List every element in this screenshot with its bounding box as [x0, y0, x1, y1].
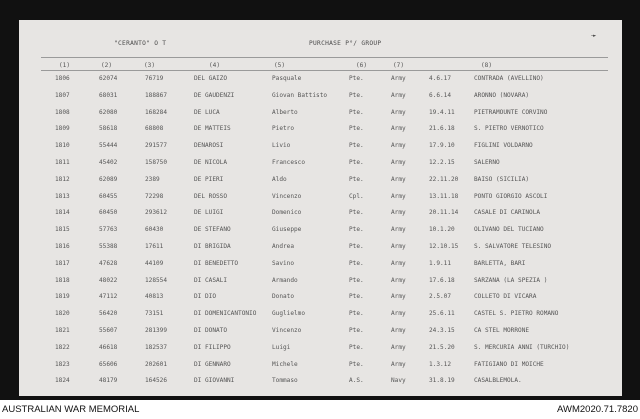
record-first-name: Domenico	[272, 209, 302, 217]
table-row	[19, 72, 622, 86]
record-rank: Pte.	[349, 91, 364, 99]
record-surname: DI GENNARO	[194, 360, 231, 368]
record-surname: DE PIERI	[194, 175, 224, 183]
record-index: 1823	[55, 360, 70, 368]
header-rule-top	[41, 57, 608, 58]
record-reference: 72298	[145, 192, 164, 200]
table-row	[19, 240, 622, 254]
record-number: 68031	[99, 91, 118, 99]
header-camp-label: "CERANTO" O T	[114, 40, 167, 47]
record-date: 31.8.19	[429, 377, 455, 385]
record-surname: DI DIO	[194, 293, 217, 301]
record-first-name: Pietro	[272, 125, 295, 133]
record-rank: Pte.	[349, 327, 364, 334]
record-date: 17.9.10	[429, 142, 455, 150]
record-number: 47628	[99, 259, 118, 267]
record-service: Army	[391, 159, 406, 166]
record-reference: 168284	[145, 108, 168, 116]
record-place: S. PIETRO VERNOTICO	[474, 125, 544, 133]
record-number: 57763	[99, 226, 118, 234]
record-rank: Pte.	[349, 175, 364, 183]
record-surname: DEL GAIZO	[194, 75, 228, 82]
record-rank: Pte.	[349, 108, 364, 116]
record-rank: Pte.	[349, 360, 364, 368]
record-number: 55607	[99, 327, 118, 334]
record-service: Army	[391, 327, 406, 334]
record-number: 56420	[99, 310, 118, 318]
record-service: Army	[391, 175, 406, 183]
record-place: CA STEL MORRONE	[474, 327, 530, 334]
record-service: Army	[391, 142, 406, 150]
record-service: Army	[391, 209, 406, 217]
record-rank: Pte.	[349, 343, 364, 351]
record-first-name: Alberto	[272, 108, 298, 116]
record-place: PIETRAMOUNTE CORVINO	[474, 108, 548, 116]
record-date: 24.3.15	[429, 327, 455, 334]
record-rank: A.S.	[349, 377, 364, 385]
record-number: 62074	[99, 75, 118, 82]
record-date: 19.4.11	[429, 108, 455, 116]
record-service: Army	[391, 108, 406, 116]
record-place: SALERNO	[474, 159, 500, 166]
record-number: 48022	[99, 276, 118, 284]
record-rank: Pte.	[349, 259, 364, 267]
record-rank: Pte.	[349, 226, 364, 234]
record-surname: DI FILIPPO	[194, 343, 231, 351]
record-date: 1.9.11	[429, 259, 452, 267]
record-date: 2.5.07	[429, 293, 452, 301]
record-number: 62089	[99, 175, 118, 183]
record-place: SARZANA (LA SPEZIA )	[474, 276, 548, 284]
table-row	[19, 341, 622, 355]
record-first-name: Livio	[272, 142, 291, 150]
header-group-label: PURCHASE P°/ GROUP	[309, 40, 382, 47]
record-reference: 281399	[145, 327, 168, 334]
record-surname: DE GAUDENZI	[194, 91, 235, 99]
arrow-mark-icon: ➛	[591, 32, 597, 42]
record-first-name: Giovan Battisto	[272, 91, 328, 99]
record-service: Army	[391, 226, 406, 234]
record-index: 1811	[55, 159, 70, 166]
record-place: OLIVANO DEL TUCIANO	[474, 226, 544, 234]
record-number: 55444	[99, 142, 118, 150]
record-number: 46618	[99, 343, 118, 351]
record-reference: 293612	[145, 209, 168, 217]
record-rank: Pte.	[349, 310, 364, 318]
record-index: 1810	[55, 142, 70, 150]
header-rule-bottom	[41, 70, 608, 71]
record-index: 1815	[55, 226, 70, 234]
column-header-6: (6)	[356, 62, 368, 69]
record-reference: 44109	[145, 259, 164, 267]
record-service: Army	[391, 259, 406, 267]
record-date: 12.2.15	[429, 159, 455, 166]
record-reference: 164526	[145, 377, 168, 385]
record-date: 12.10.15	[429, 243, 459, 250]
record-index: 1822	[55, 343, 70, 351]
record-place: CASALE DI CARINOLA	[474, 209, 541, 217]
record-date: 17.6.18	[429, 276, 455, 284]
record-first-name: Giuseppe	[272, 226, 302, 234]
record-rank: Pte.	[349, 209, 364, 217]
table-row	[19, 89, 622, 103]
record-reference: 158750	[145, 159, 168, 166]
record-index: 1806	[55, 75, 70, 82]
table-row	[19, 190, 622, 204]
record-number: 55388	[99, 243, 118, 250]
record-place: COLLETO DI VICARA	[474, 293, 537, 301]
record-service: Navy	[391, 377, 406, 385]
record-surname: DI BRIGIDA	[194, 243, 231, 250]
table-row	[19, 106, 622, 120]
record-first-name: Pasquale	[272, 75, 302, 82]
record-surname: DI GIOVANNI	[194, 377, 235, 385]
record-date: 22.11.20	[429, 175, 459, 183]
record-reference: 76719	[145, 75, 164, 82]
record-index: 1809	[55, 125, 70, 133]
record-surname: DE NICOLA	[194, 159, 228, 166]
record-surname: DI CASALI	[194, 276, 228, 284]
record-rank: Pte.	[349, 293, 364, 301]
record-first-name: Tommaso	[272, 377, 298, 385]
record-surname: DE MATTEIS	[194, 125, 231, 133]
record-reference: 182537	[145, 343, 168, 351]
record-service: Army	[391, 276, 406, 284]
table-row	[19, 274, 622, 288]
record-number: 60450	[99, 209, 118, 217]
record-place: BARLETTA, BARI	[474, 259, 526, 267]
record-number: 62080	[99, 108, 118, 116]
record-place: ARONNO (NOVARA)	[474, 91, 530, 99]
record-index: 1817	[55, 259, 70, 267]
table-row	[19, 173, 622, 187]
record-rank: Pte.	[349, 276, 364, 284]
record-number: 58618	[99, 125, 118, 133]
record-rank: Pte.	[349, 243, 364, 250]
table-row	[19, 223, 622, 237]
record-service: Army	[391, 192, 406, 200]
record-reference: 68808	[145, 125, 164, 133]
record-index: 1819	[55, 293, 70, 301]
record-index: 1814	[55, 209, 70, 217]
record-surname: DE LUCA	[194, 108, 220, 116]
record-surname: DENAROSI	[194, 142, 224, 150]
record-date: 21.6.18	[429, 125, 455, 133]
record-first-name: Guglielmo	[272, 310, 306, 318]
column-header-5: (5)	[274, 62, 286, 69]
record-rank: Pte.	[349, 125, 364, 133]
column-header-7: (7)	[393, 62, 405, 69]
record-surname: DEL ROSSO	[194, 192, 228, 200]
record-reference: 40813	[145, 293, 164, 301]
record-rank: Pte.	[349, 142, 364, 150]
record-place: S. SALVATORE TELESINO	[474, 243, 552, 250]
record-date: 25.6.11	[429, 310, 455, 318]
document-sheet	[19, 20, 622, 396]
column-header-8: (8)	[481, 62, 493, 69]
record-first-name: Aldo	[272, 175, 287, 183]
record-number: 45402	[99, 159, 118, 166]
record-first-name: Vincenzo	[272, 192, 302, 200]
record-date: 6.6.14	[429, 91, 452, 99]
record-index: 1824	[55, 377, 70, 385]
record-index: 1818	[55, 276, 70, 284]
record-date: 4.6.17	[429, 75, 452, 82]
record-date: 20.11.14	[429, 209, 459, 217]
record-place: CONTRADA (AVELLINO)	[474, 75, 544, 82]
record-first-name: Francesco	[272, 159, 306, 166]
record-first-name: Michele	[272, 360, 298, 368]
record-date: 10.1.20	[429, 226, 455, 234]
record-reference: 17611	[145, 243, 164, 250]
record-index: 1821	[55, 327, 70, 334]
record-place: CASTEL S. PIETRO ROMANO	[474, 310, 559, 318]
table-row	[19, 257, 622, 271]
record-service: Army	[391, 293, 406, 301]
record-date: 21.5.20	[429, 343, 455, 351]
record-index: 1807	[55, 91, 70, 99]
record-service: Army	[391, 75, 406, 82]
record-date: 13.11.18	[429, 192, 459, 200]
record-index: 1813	[55, 192, 70, 200]
record-first-name: Vincenzo	[272, 327, 302, 334]
record-index: 1812	[55, 175, 70, 183]
record-surname: DI DONATO	[194, 327, 228, 334]
record-service: Army	[391, 125, 406, 133]
record-place: FATIGIANO DI MOICHE	[474, 360, 544, 368]
record-index: 1820	[55, 310, 70, 318]
record-place: FIGLINI VOLDARNO	[474, 142, 533, 150]
record-number: 60455	[99, 192, 118, 200]
record-reference: 60430	[145, 226, 164, 234]
record-reference: 2389	[145, 175, 160, 183]
record-rank: Pte.	[349, 159, 364, 166]
record-place: CASALBLEMOLA.	[474, 377, 522, 385]
table-row	[19, 206, 622, 220]
record-index: 1816	[55, 243, 70, 250]
column-header-3: (3)	[144, 62, 156, 69]
record-number: 65606	[99, 360, 118, 368]
record-reference: 73151	[145, 310, 164, 318]
column-header-2: (2)	[101, 62, 113, 69]
record-service: Army	[391, 343, 406, 351]
table-row	[19, 324, 622, 338]
record-place: BAISO (SICILIA)	[474, 175, 530, 183]
record-date: 1.3.12	[429, 360, 452, 368]
record-rank: Cpl.	[349, 192, 364, 200]
record-number: 48179	[99, 377, 118, 385]
record-surname: DE STEFANO	[194, 226, 231, 234]
record-reference: 128554	[145, 276, 168, 284]
table-row	[19, 358, 622, 372]
record-first-name: Donato	[272, 293, 295, 301]
record-service: Army	[391, 243, 406, 250]
record-reference: 202601	[145, 360, 168, 368]
table-row	[19, 307, 622, 321]
record-service: Army	[391, 360, 406, 368]
table-row	[19, 374, 622, 388]
caption-institution: AUSTRALIAN WAR MEMORIAL	[2, 404, 140, 415]
record-reference: 188867	[145, 91, 168, 99]
record-surname: DE LUIGI	[194, 209, 224, 217]
table-row	[19, 156, 622, 170]
column-header-4: (4)	[209, 62, 221, 69]
record-first-name: Andrea	[272, 243, 295, 250]
caption-accession-number: AWM2020.71.7820	[557, 404, 638, 415]
table-row	[19, 122, 622, 136]
record-first-name: Armando	[272, 276, 298, 284]
table-row	[19, 290, 622, 304]
record-service: Army	[391, 310, 406, 318]
column-header-1: (1)	[59, 62, 71, 69]
table-row	[19, 139, 622, 153]
record-place: S. MERCURIA ANNI (TURCHIO)	[474, 343, 570, 351]
record-index: 1808	[55, 108, 70, 116]
record-reference: 291577	[145, 142, 168, 150]
record-place: PONTO GIORGIO ASCOLI	[474, 192, 548, 200]
record-first-name: Luigi	[272, 343, 291, 351]
record-surname: DI BENEDETTO	[194, 259, 239, 267]
record-rank: Pte.	[349, 75, 364, 82]
record-service: Army	[391, 91, 406, 99]
record-first-name: Savino	[272, 259, 295, 267]
record-surname: DI DOMENICANTONIO	[194, 310, 257, 318]
record-number: 47112	[99, 293, 118, 301]
